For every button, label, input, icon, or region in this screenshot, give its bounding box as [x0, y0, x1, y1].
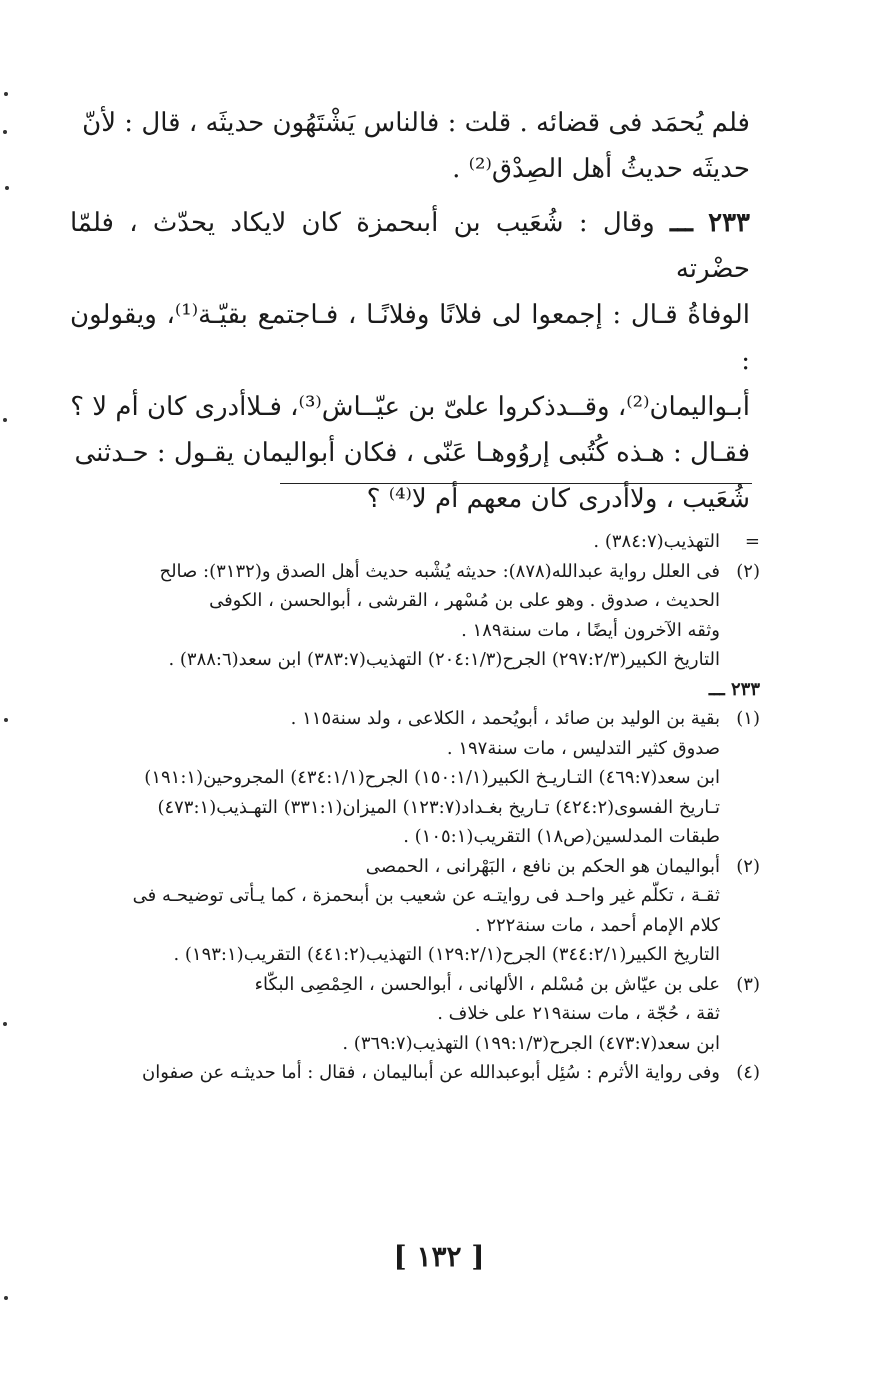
scan-speck — [4, 1296, 8, 1300]
scan-speck — [4, 718, 8, 722]
footnote-line: التهذيب(٣٨٤:٧) . — [593, 531, 720, 552]
footnote-line: طبقات المدلسين(ص١٨) التقريب(١٠٥:١) . — [403, 826, 720, 847]
text-line: فلم يُحمَد فى قضائه . قلت : فالناس يَشْتَهُون حديثَه ، قال : لأنّ — [82, 108, 750, 138]
footnote-233-2 — [70, 852, 760, 970]
text-line: شُعَيب ، ولاأدرى كان معهم أم لا⁽⁴⁾ ؟ — [366, 484, 750, 514]
text-line: فقـال : هـذه كُتُبى إروُوهـا عَنّى ، فكان أبواليمان يقـول : حـدثنى — [74, 438, 750, 468]
footnote-2 — [70, 557, 760, 675]
footnote-marker: (٤) — [736, 1062, 760, 1083]
footnote-section-233: ٢٣٣ ـــ — [708, 678, 760, 700]
footnote-line: الحديث ، صدوق . وهو على بن مُسْهر ، القرشى ، أبوالحسن ، الكوفى — [209, 590, 720, 611]
entry-number: ٢٣٣ — [708, 208, 751, 238]
text-line: الوفاةُ قـال : إجمعوا لى فلانًا وفلانًـا ، فـاجتمع بقيّـة⁽¹⁾، ويقولون : — [70, 300, 750, 376]
footnote-line: ثقة ، حُجّة ، مات سنة٢١٩ على خلاف . — [437, 1003, 720, 1024]
text-line: وقال : شُعَيب بن أبىحمزة كان لايكاد يحدّث ، فلمّا حضْرته — [70, 208, 750, 284]
paragraph-continued — [70, 100, 750, 192]
footnote-line: ابن سعد(٤٧٣:٧) الجرح(١٩٩:١/٣) التهذيب(٣٦٩:٧) . — [342, 1032, 720, 1054]
footnote-line: بقية بن الوليد بن صائد ، أبويُحمد ، الكلاعى ، ولد سنة١١٥ . — [290, 708, 720, 729]
page-number: [ ١٣٢ ] — [393, 1240, 485, 1273]
footnote-233-4 — [70, 1058, 760, 1088]
main-text — [70, 100, 750, 530]
text-line: أبـواليمان⁽²⁾، وقــدذكروا علىّ بن عيّــاش⁽³⁾، فـلاأدرى كان أم لا ؟ — [70, 392, 750, 422]
footnote-line: وفى رواية الأثرم : سُئِل أبوعبدالله عن أبىاليمان ، فقال : أما حديثـه عن صفوان — [142, 1062, 720, 1083]
footnote-line: ثقـة ، تكلّم غير واحـد فى روايتـه عن شعيب بن أبىحمزة ، كما يـأتى توضيحـه فى — [132, 885, 720, 906]
footnote-marker: = — [744, 531, 760, 552]
footnote-continuation — [70, 527, 760, 557]
footnote-line: وثقه الآخرون أيضًا ، مات سنة١٨٩ . — [461, 619, 720, 641]
footnote-line: أبواليمان هو الحكم بن نافع ، البَهْرانى ، الحمصى — [365, 855, 720, 877]
footnotes — [70, 527, 760, 1088]
scan-speck — [3, 130, 7, 134]
footnote-line: تـاريخ الفسوى(٤٢٤:٢) تـاريخ بغـداد(١٢٣:٧) الميزان(٣٣١:١) التهـذيب(٤٧٣:١) — [157, 796, 720, 818]
footnote-233-3 — [70, 970, 760, 1059]
footnote-233-1 — [70, 704, 760, 852]
scan-speck — [5, 186, 9, 190]
footnote-line: على بن عيّاش بن مُسْلم ، الألهانى ، أبوالحسن ، الحِمْصِى البكّاء — [254, 973, 720, 995]
footnote-marker: (٣) — [736, 973, 760, 995]
entry-dash: ـــ — [669, 208, 693, 238]
footnote-line: كلام الإمام أحمد ، مات سنة٢٢٢ . — [474, 914, 720, 936]
footnote-line: التاريخ الكبير(٣٤٤:٢/١) الجرح(١٢٩:٢/١) التهذيب(٤٤١:٢) التقريب(١٩٣:١) . — [173, 944, 720, 965]
footnote-divider — [280, 483, 752, 484]
text-line: حديثَه حديثُ أهل الصِدْق⁽²⁾ . — [452, 154, 750, 184]
scan-speck — [3, 1022, 7, 1026]
scan-speck — [3, 418, 7, 422]
scan-speck — [4, 92, 8, 96]
footnote-marker: (٢) — [736, 560, 760, 582]
footnote-marker: (٢) — [736, 855, 760, 877]
footnote-line: التاريخ الكبير(٢٩٧:٢/٣) الجرح(٢٠٤:١/٣) التهذيب(٣٨٣:٧) ابن سعد(٣٨٨:٦) . — [168, 649, 720, 670]
footnote-marker: (١) — [736, 708, 760, 729]
paragraph-entry-233 — [70, 200, 750, 522]
footnote-line: ابن سعد(٤٦٩:٧) التـاريـخ الكبير(١٥٠:١/١) الجرح(٤٣٤:١/١) المجروحين(١٩١:١) — [144, 767, 720, 788]
footnote-line: صدوق كثير التدليس ، مات سنة١٩٧ . — [446, 737, 720, 759]
footnote-line: فى العلل رواية عبدالله(٨٧٨): حديثه يُشْبه حديث أهل الصدق و(٣١٣٢): صالح — [159, 560, 720, 582]
